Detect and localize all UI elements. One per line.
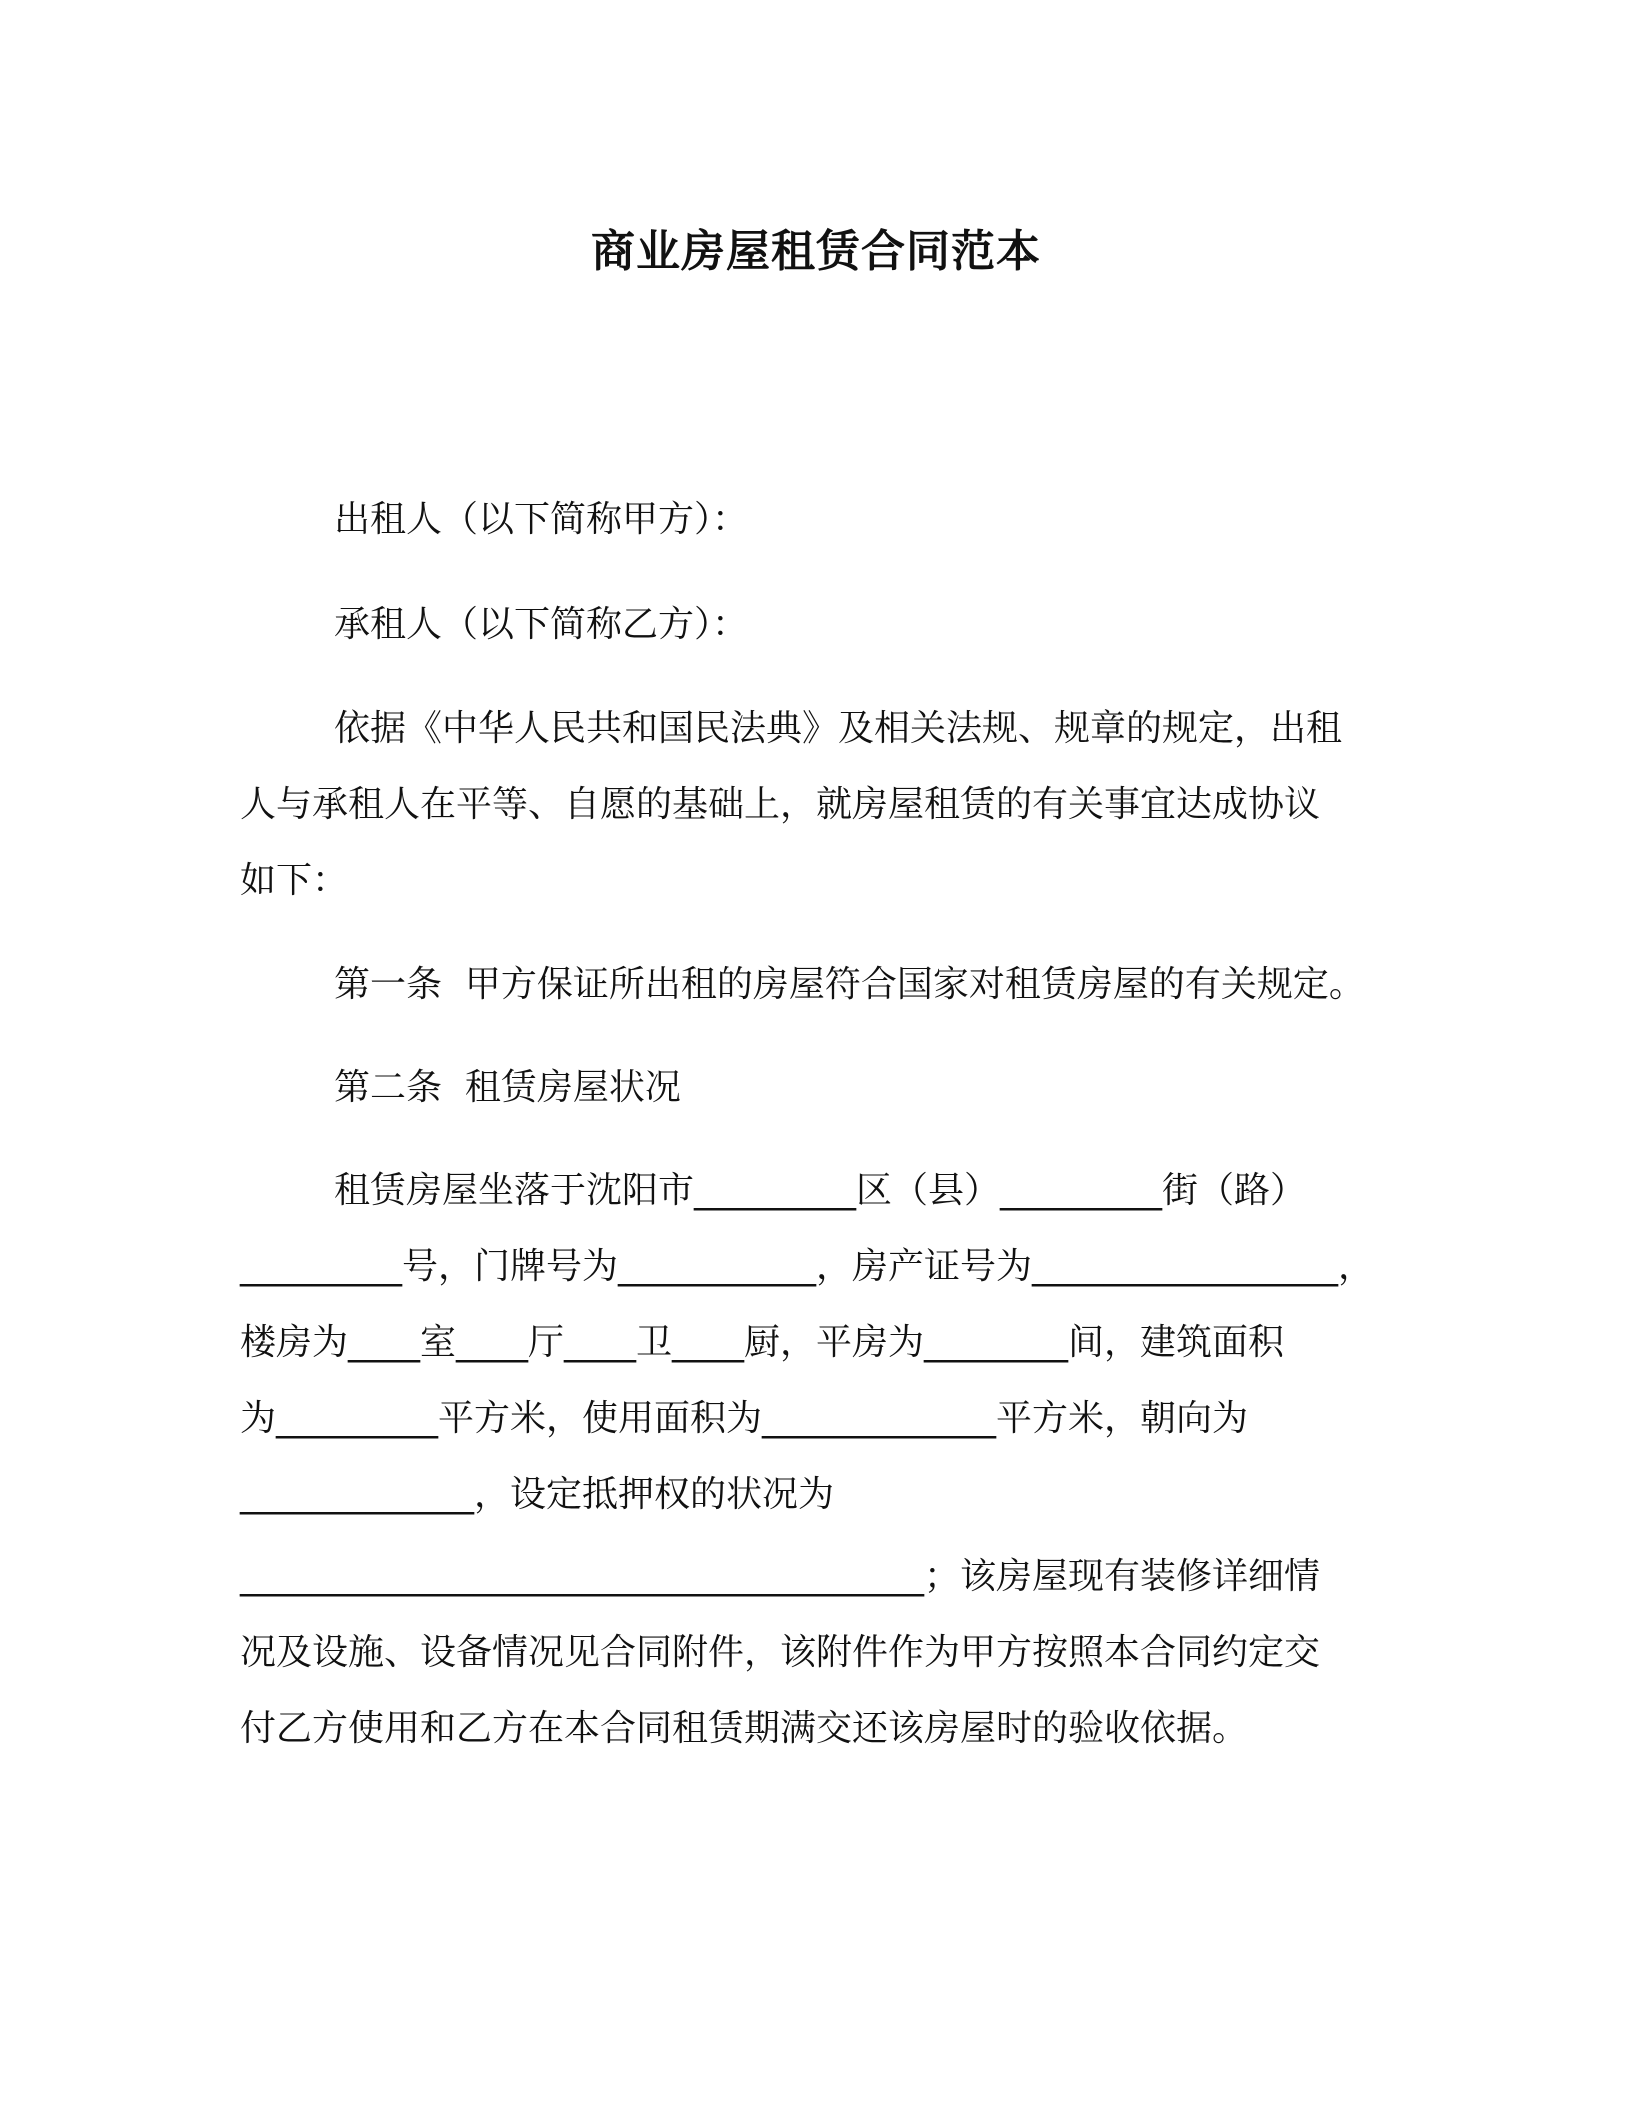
article-1: 第一条 甲方保证所出租的房屋符合国家对租赁房屋的有关规定。 — [334, 964, 1365, 1005]
document-title: 商业房屋租赁合同范本 — [591, 226, 1041, 277]
lessor-line: 出租人（以下简称甲方）： — [334, 499, 749, 540]
article-2-line-6: ______________________________________；该房屋现有装修详细情 — [240, 1556, 1321, 1597]
article-2-line-7: 况及设施、设备情况见合同附件，该附件作为甲方按照本合同约定交 — [240, 1632, 1321, 1673]
article-2-line-1: 租赁房屋坐落于沈阳市_________区（县）_________街（路） — [334, 1170, 1307, 1211]
preamble-line-1: 依据《中华人民共和国民法典》及相关法规、规章的规定，出租 — [334, 708, 1343, 749]
preamble-line-3: 如下： — [240, 860, 349, 901]
lessee-line: 承租人（以下简称乙方）： — [334, 604, 749, 645]
article-2-line-3: 楼房为____室____厅____卫____厨，平房为________间，建筑面积 — [240, 1322, 1285, 1363]
preamble-line-2: 人与承租人在平等、自愿的基础上，就房屋租赁的有关事宜达成协议 — [240, 784, 1321, 825]
article-2-line-8: 付乙方使用和乙方在本合同租赁期满交还该房屋时的验收依据。 — [240, 1708, 1249, 1749]
article-2-line-4: 为_________平方米，使用面积为_____________平方米，朝向为 — [240, 1398, 1249, 1439]
article-2-heading: 第二条 租赁房屋状况 — [334, 1067, 681, 1108]
article-2-line-5: _____________，设定抵押权的状况为 — [240, 1474, 835, 1515]
article-2-line-2: _________号，门牌号为___________，房产证号为_________________， — [240, 1246, 1375, 1287]
